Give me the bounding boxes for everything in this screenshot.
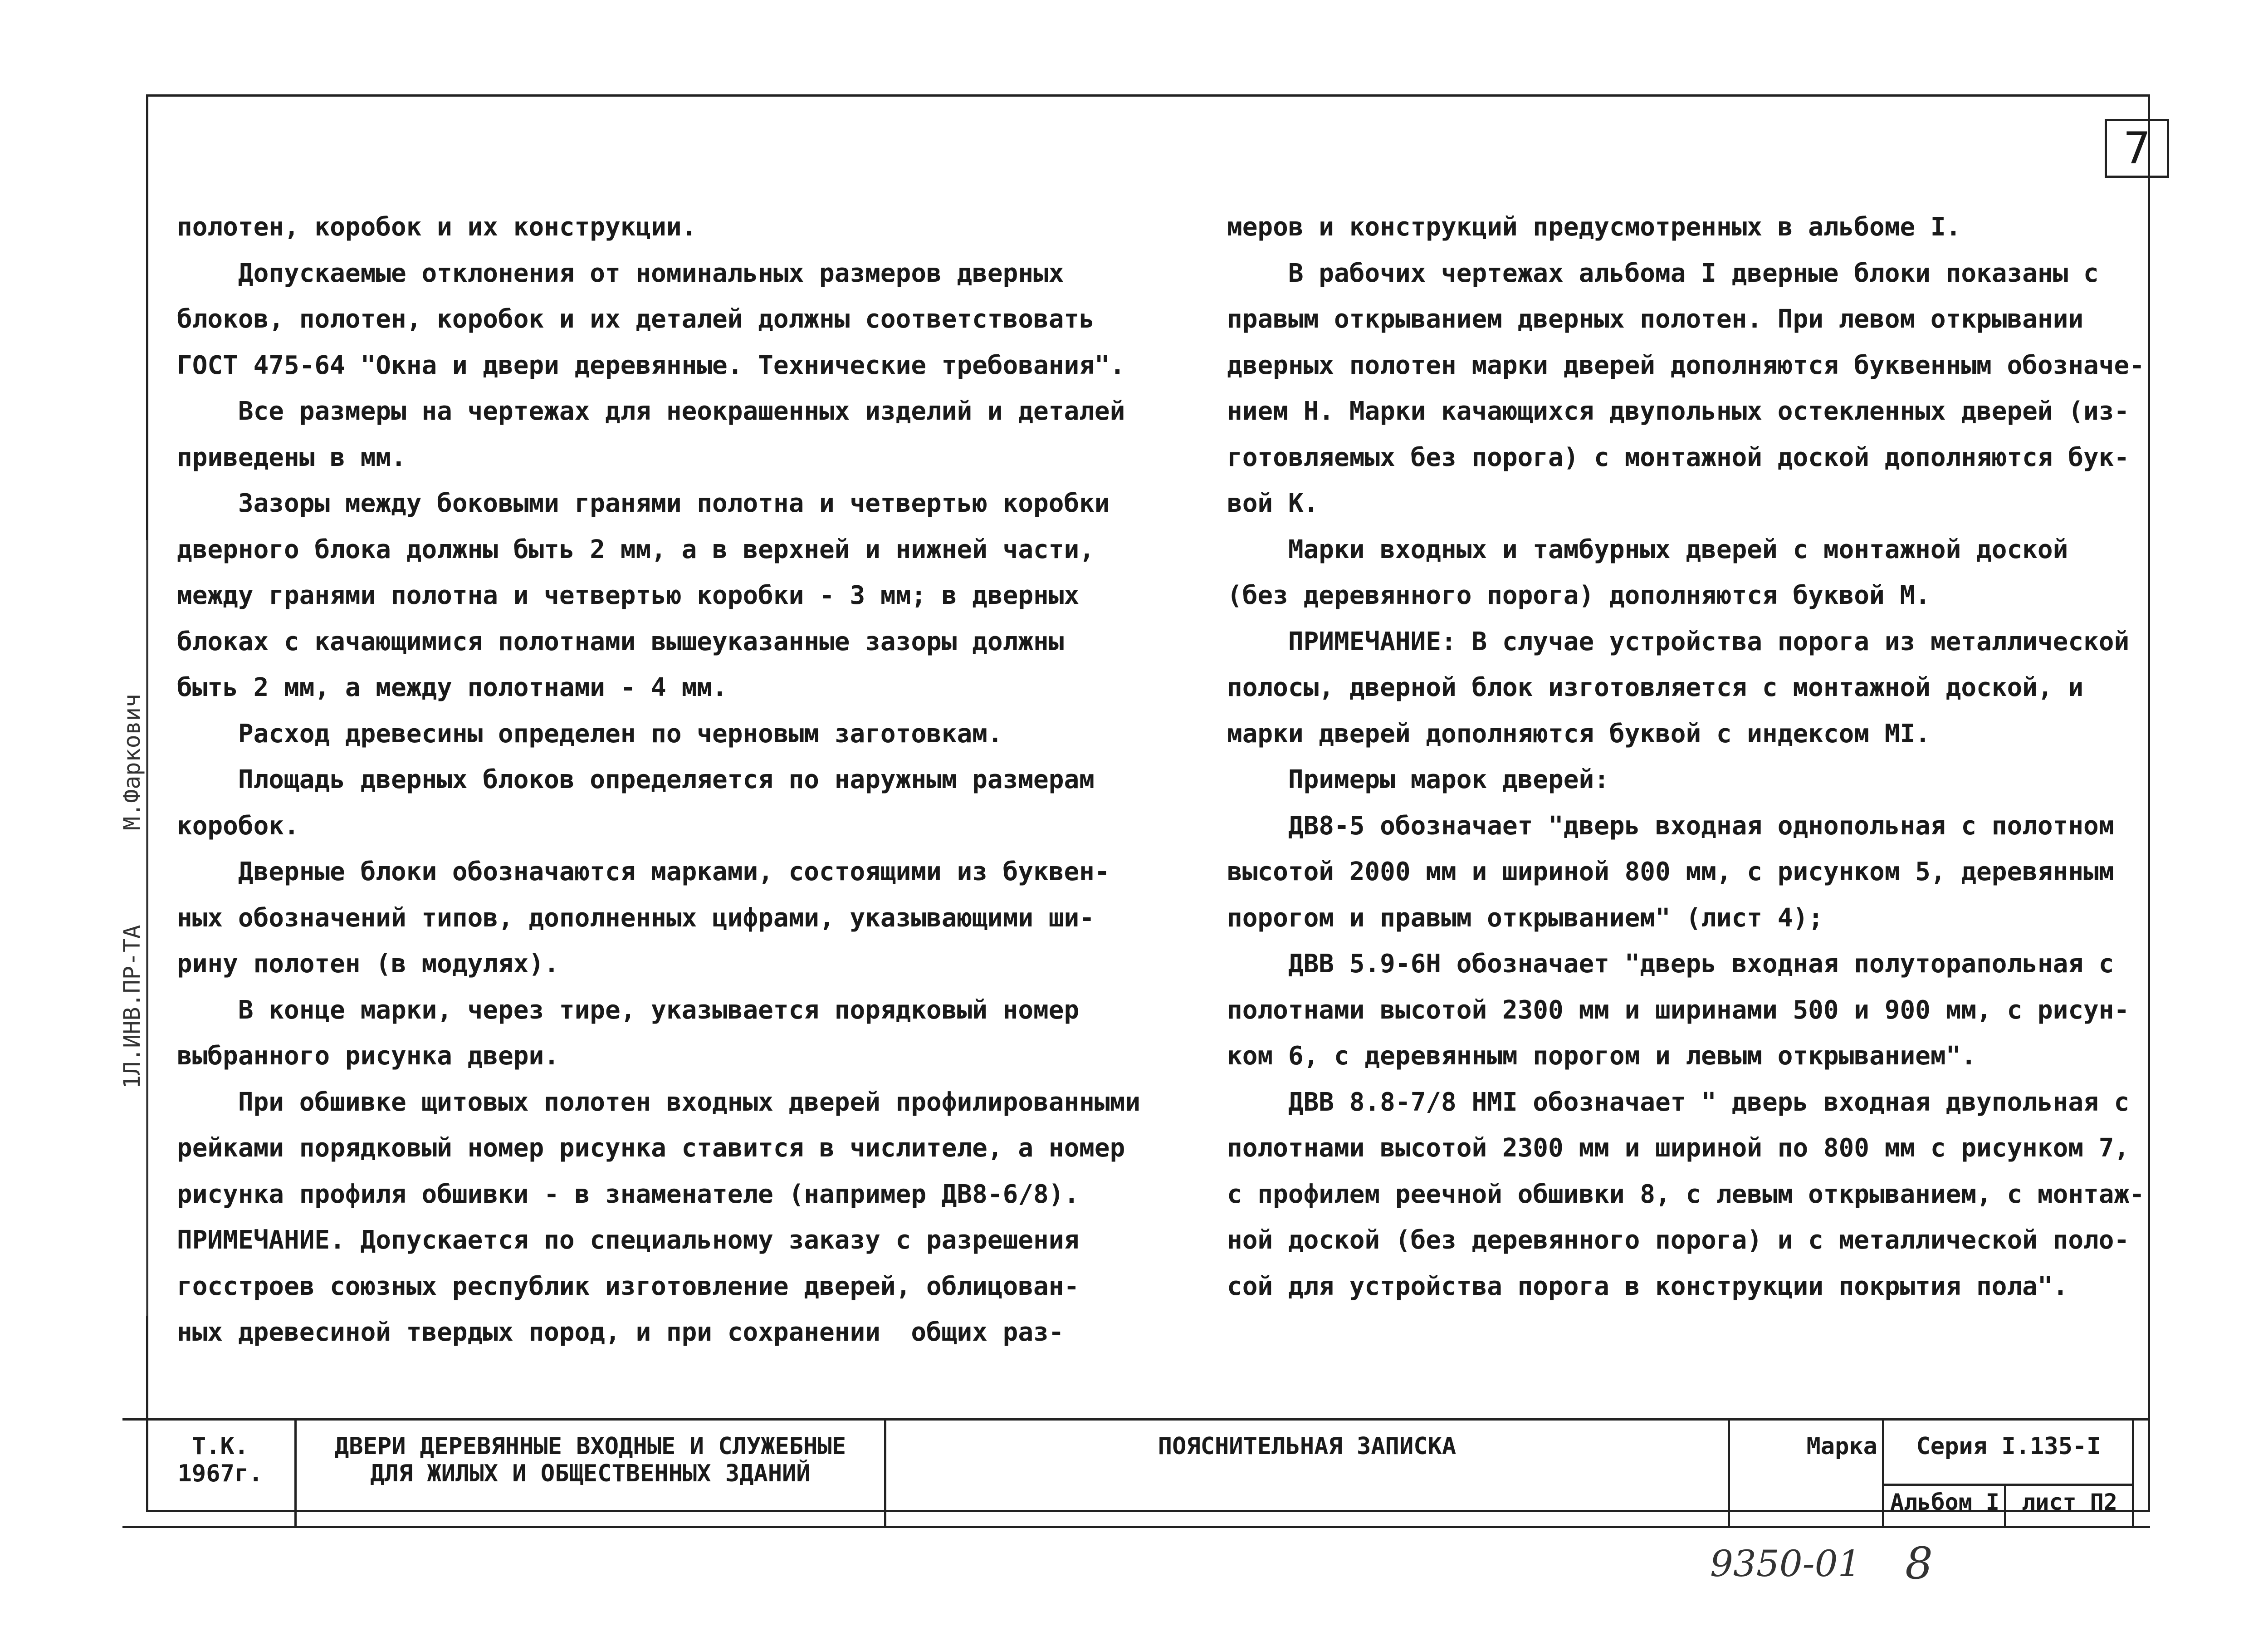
org-code: Т.К. bbox=[191, 1433, 249, 1460]
left-column-line: ных обозначений типов, дополненных цифрами, указывающими ши- bbox=[177, 903, 1095, 933]
right-column-line: В рабочих чертежах альбома I дверные блоки показаны с bbox=[1227, 258, 2099, 288]
right-column-line: сой для устройства порога в конструкции покрытия пола". bbox=[1227, 1271, 2068, 1301]
left-column-line: полотен, коробок и их конструкции. bbox=[177, 212, 697, 242]
left-column-line: выбранного рисунка двери. bbox=[177, 1041, 559, 1071]
title-block-docname-cell bbox=[886, 1419, 1730, 1528]
left-column-line: Площадь дверных блоков определяется по наружным размерам bbox=[177, 765, 1095, 794]
right-column-line: высотой 2000 мм и шириной 800 мм, с рисунком 5, деревянным bbox=[1227, 857, 2114, 887]
left-column-line: При обшивке щитовых полотен входных дверей профилированными bbox=[177, 1087, 1141, 1117]
series-divider bbox=[1884, 1484, 2133, 1486]
right-column-line: ПРИМЕЧАНИЕ: В случае устройства порога из металлической bbox=[1227, 627, 2130, 656]
right-column-line: готовляемых без порога) с монтажной доской дополняются бук- bbox=[1227, 442, 2130, 472]
title-block-title-cell bbox=[297, 1419, 886, 1528]
side-label-inventory: 1Л.ИНВ.ПР-ТА bbox=[119, 925, 145, 1089]
right-column-line: полотнами высотой 2300 мм и шириной по 800 мм с рисунком 7, bbox=[1227, 1133, 2130, 1163]
page-number: 7 bbox=[2105, 119, 2169, 178]
side-margin-line bbox=[146, 540, 147, 1316]
handwritten-code: 9350-01 bbox=[1710, 1543, 1861, 1585]
document-title-line1: ДВЕРИ ДЕРЕВЯННЫЕ ВХОДНЫЕ И СЛУЖЕБНЫЕ bbox=[334, 1433, 846, 1460]
title-block-right-border bbox=[2132, 1418, 2134, 1528]
left-column-line: коробок. bbox=[177, 811, 299, 841]
right-column-line: правым открыванием дверных полотен. При левом открывании bbox=[1227, 304, 2084, 334]
right-column-line: меров и конструкций предусмотренных в альбоме I. bbox=[1227, 212, 1961, 242]
right-column-line: ДВ8-5 обозначает "дверь входная однопольная с полотном bbox=[1227, 811, 2114, 841]
left-column-line: рисунка профиля обшивки - в знаменателе (например ДВ8-6/8). bbox=[177, 1179, 1080, 1209]
left-column-line: рейками порядковый номер рисунка ставится в числителе, а номер bbox=[177, 1133, 1125, 1163]
album-sheet-divider bbox=[2004, 1484, 2006, 1528]
right-column-line: Марки входных и тамбурных дверей с монтажной доской bbox=[1227, 534, 2068, 564]
right-column-line: вой К. bbox=[1227, 489, 1319, 518]
left-column-line: ных древесиной твердых пород, и при сохранении общих раз- bbox=[177, 1318, 1064, 1347]
side-label-author: М.Фаркович bbox=[119, 693, 145, 830]
right-column-line: с профилем реечной обшивки 8, с левым открыванием, с монтаж- bbox=[1227, 1179, 2145, 1209]
right-column-line: дверных полотен марки дверей дополняются буквенным обозначе- bbox=[1227, 350, 2145, 380]
left-column-line: Расход древесины определен по черновым заготовкам. bbox=[177, 719, 1003, 749]
right-column-line: (без деревянного порога) дополняются буквой М. bbox=[1227, 581, 1931, 610]
title-block-org-cell bbox=[146, 1419, 297, 1528]
document-title-line2: ДЛЯ ЖИЛЫХ И ОБЩЕСТВЕННЫХ ЗДАНИЙ bbox=[370, 1460, 811, 1487]
right-column-line: Примеры марок дверей: bbox=[1227, 765, 1609, 794]
left-column-line: быть 2 мм, а между полотнами - 4 мм. bbox=[177, 673, 728, 702]
left-column-line: Дверные блоки обозначаются марками, состоящими из буквен- bbox=[177, 857, 1110, 887]
right-column-line: ком 6, с деревянным порогом и левым открыванием". bbox=[1227, 1041, 1977, 1071]
left-column-line: между гранями полотна и четвертью коробки - 3 мм; в дверных bbox=[177, 581, 1080, 610]
series-label: Серия I.135-I bbox=[1916, 1433, 2101, 1460]
left-column-line: ПРИМЕЧАНИЕ. Допускается по специальному заказу с разрешения bbox=[177, 1225, 1080, 1255]
sheet-label: лист П2 bbox=[2022, 1489, 2117, 1515]
left-column-line: госстроев союзных республик изготовление дверей, облицован- bbox=[177, 1271, 1080, 1301]
left-column-line: дверного блока должны быть 2 мм, а в верхней и нижней части, bbox=[177, 534, 1095, 564]
left-column-line: Все размеры на чертежах для неокрашенных изделий и деталей bbox=[177, 397, 1125, 426]
right-column-line: нием Н. Марки качающихся двупольных остекленных дверей (из- bbox=[1227, 397, 2130, 426]
right-column-line: полосы, дверной блок изготовляется с монтажной доской, и bbox=[1227, 673, 2084, 702]
left-column-line: ГОСТ 475-64 "Окна и двери деревянные. Технические требования". bbox=[177, 350, 1125, 380]
right-column-line: марки дверей дополняются буквой с индексом МI. bbox=[1227, 719, 1931, 749]
left-column-line: В конце марки, через тире, указывается порядковый номер bbox=[177, 995, 1080, 1025]
title-block-mark-cell bbox=[1730, 1419, 1884, 1528]
right-column bbox=[1227, 204, 2145, 1309]
right-column-line: ной доской (без деревянного порога) и с металлической поло- bbox=[1227, 1225, 2130, 1255]
handwritten-number: 8 bbox=[1905, 1538, 1933, 1589]
left-column-line: Допускаемые отклонения от номинальных размеров дверных bbox=[177, 258, 1064, 288]
left-column bbox=[177, 204, 1141, 1356]
right-column-line: ДВВ 8.8-7/8 НМI обозначает " дверь входная двупольная с bbox=[1227, 1087, 2130, 1117]
left-column-line: блоков, полотен, коробок и их деталей должны соответствовать bbox=[177, 304, 1095, 334]
document-name: ПОЯСНИТЕЛЬНАЯ ЗАПИСКА bbox=[1158, 1433, 1457, 1460]
left-column-line: рину полотен (в модулях). bbox=[177, 949, 559, 979]
right-column-line: ДВВ 5.9-6Н обозначает "дверь входная полуторапольная с bbox=[1227, 949, 2114, 979]
right-column-line: полотнами высотой 2300 мм и ширинами 500 и 900 мм, с рисун- bbox=[1227, 995, 2130, 1025]
left-column-line: блоках с качающимися полотнами вышеуказанные зазоры должны bbox=[177, 627, 1064, 656]
left-column-line: приведены в мм. bbox=[177, 442, 406, 472]
album-label: Альбом I bbox=[1890, 1489, 1999, 1515]
left-column-line: Зазоры между боковыми гранями полотна и четвертью коробки bbox=[177, 489, 1110, 518]
mark-label: Марка bbox=[1806, 1433, 1877, 1460]
year: 1967г. bbox=[177, 1460, 263, 1487]
right-column-line: порогом и правым открыванием" (лист 4); bbox=[1227, 903, 1823, 933]
